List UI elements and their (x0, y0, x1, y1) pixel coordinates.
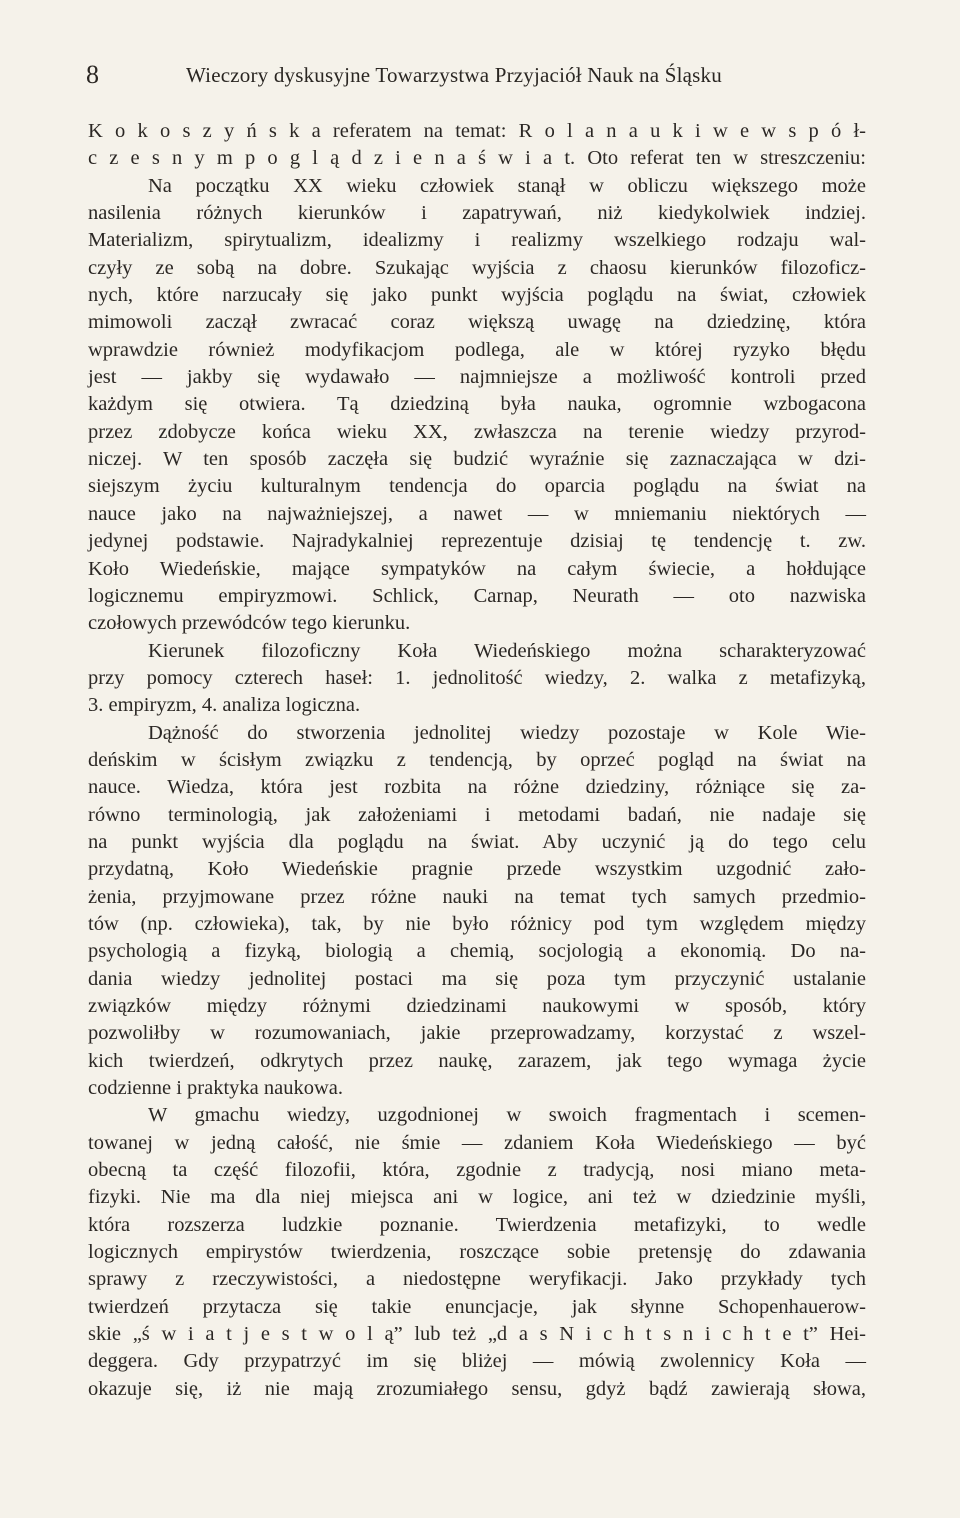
text-line: nauce jako na najważniejszej, a nawet — w mniemaniu niektórych — (88, 502, 866, 525)
text-line: twierdzeń przytacza się takie enuncjacje, jak słynne Schopenhauerow- (88, 1295, 866, 1318)
text-line: logicznych empirystów twierdzenia, roszczące sobie pretensję do zdawania (88, 1241, 866, 1264)
text-line: każdym się otwiera. Tą dziedziną była nauka, ogromnie wzbogacona (88, 393, 866, 416)
text-line: przy pomocy czterech haseł: 1. jednolitość wiedzy, 2. walka z metafizyką, (88, 666, 866, 689)
text-line: siejszym życiu kulturalnym tendencja do oparcia poglądu na świat na (88, 475, 866, 498)
page-header (86, 58, 876, 92)
text-line: Materializm, spirytualizm, idealizmy i realizmy wszelkiego rodzaju wal- (88, 229, 866, 252)
text-line: równo terminologią, jak założeniami i metodami badań, nie nadaje się (88, 803, 866, 826)
text-line: na punkt wyjścia dla poglądu na świat. Aby uczynić ją do tego celu (88, 830, 866, 853)
text-line: 3. empiryzm, 4. analiza logiczna. (88, 694, 361, 717)
text-line: psychologią a fizyką, biologią a chemią, socjologią a ekonomią. Do na- (88, 940, 866, 963)
text-line: Dążność do stworzenia jednolitej wiedzy pozostaje w Kole Wie- (148, 721, 866, 744)
page-number: 8 (86, 60, 99, 89)
text-line: nych, które narzucały się jako punkt wyjścia poglądu na świat, człowiek (88, 284, 866, 307)
text-line: Na początku XX wieku człowiek stanął w obliczu większego może (148, 174, 866, 197)
text-line: żenia, przyjmowane przez różne nauki na temat tych samych przedmio- (88, 885, 866, 908)
text-line: która rozszerza ludzkie poznanie. Twierdzenia metafizyki, to wedle (88, 1213, 866, 1236)
text-line: c z e s n y m p o g l ą d z i e n a ś w i a t. Oto referat ten w streszczeniu: (88, 147, 866, 170)
text-line: dania wiedzy jednolitej postaci ma się poza tym przyczynić ustalanie (88, 967, 866, 990)
text-line: jedynej podstawie. Najradykalniej reprezentuje dzisiaj tę tendencję t. zw. (88, 530, 866, 553)
text-line: logicznemu empiryzmowi. Schlick, Carnap, Neurath — oto nazwiska (88, 584, 866, 607)
text-line: deggera. Gdy przypatrzyć im się bliżej — mówią zwolennicy Koła — (88, 1350, 866, 1373)
text-line: obecną ta część filozofii, która, zgodnie z tradycją, nosi miano meta- (88, 1159, 866, 1182)
text-line: kich twierdzeń, odkrytych przez naukę, zarazem, jak tego wymaga życie (88, 1049, 866, 1072)
text-line: sprawy z rzeczywistości, a niedostępne weryfikacji. Jako przykłady tych (88, 1268, 866, 1291)
text-line: towanej w jedną całość, nie śmie — zdaniem Koła Wiedeńskiego — być (88, 1131, 866, 1154)
text-line: przydatną, Koło Wiedeńskie pragnie przede wszystkim uzgodnić zało- (88, 858, 866, 881)
text-line: Kierunek filozoficzny Koła Wiedeńskiego można scharakteryzować (148, 639, 866, 662)
text-line: niczej. W ten sposób zaczęła się budzić wyraźnie się zaznaczająca w dzi- (88, 448, 866, 471)
body-text (88, 118, 866, 1403)
text-line: fizyki. Nie ma dla niej miejsca ani w logice, ani też w dziedzinie myśli, (88, 1186, 866, 1209)
text-line: K o k o s z y ń s k a referatem na temat: R o l a n a u k i w e w s p ó ł- (88, 120, 866, 142)
text-line: deńskim w ścisłym związku z tendencją, by oprzeć pogląd na świat na (88, 748, 866, 771)
text-line: okazuje się, iż nie mają zrozumiałego sensu, gdyż bądź zawierają słowa, (88, 1377, 866, 1400)
text-line: nasilenia różnych kierunków i zapatrywań, niż kiedykolwiek indziej. (88, 202, 866, 225)
text-line: przez zdobycze końca wieku XX, zwłaszcza na terenie wiedzy przyrod- (88, 420, 866, 443)
text-line: codzienne i praktyka naukowa. (88, 1077, 344, 1100)
text-line: nauce. Wiedza, która jest rozbita na różne dziedziny, różniące się za- (88, 776, 866, 799)
text-line: związków między różnymi dziedzinami naukowymi w sposób, który (88, 995, 866, 1017)
text-line: Koło Wiedeńskie, mające sympatyków na całym świecie, a hołdujące (88, 557, 866, 580)
text-line: mimowoli zaczął zwracać coraz większą uwagę na dziedzinę, która (88, 311, 866, 334)
running-title: Wieczory dyskusyjne Towarzystwa Przyjaciół Nauk na Śląsku (186, 63, 722, 87)
text-line: skie „ś w i a t j e s t w o l ą” lub też „d a s N i c h t s n i c h t e t” Hei- (88, 1323, 866, 1346)
text-line: wprawdzie również modyfikacjom podlega, ale w której ryzyko błędu (88, 338, 866, 361)
text-line: pozwoliłby w rozumowaniach, jakie przeprowadzamy, korzystać z wszel- (88, 1022, 866, 1045)
text-line: tów (np. człowieka), tak, by nie było różnicy pod tym względem między (88, 912, 866, 935)
text-line: W gmachu wiedzy, uzgodnionej w swoich fragmentach i scemen- (148, 1104, 866, 1127)
text-line: czyły ze sobą na dobre. Szukając wyjścia z chaosu kierunków filozoficz- (88, 256, 866, 279)
text-line: czołowych przewódców tego kierunku. (88, 612, 411, 635)
text-line: jest — jakby się wydawało — najmniejsze a możliwość kontroli przed (88, 366, 866, 389)
